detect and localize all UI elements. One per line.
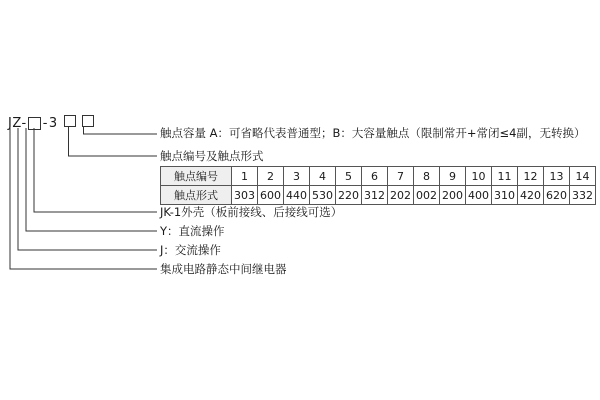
contact-form-cell: 440 — [284, 186, 310, 205]
contact-form-cell: 530 — [310, 186, 336, 205]
contact-number-cell: 9 — [440, 167, 466, 186]
contact-form-cell: 600 — [258, 186, 284, 205]
contact-form-cell: 620 — [544, 186, 570, 205]
contact-number-cell: 4 — [310, 167, 336, 186]
row-header-number: 触点编号 — [161, 167, 232, 186]
contact-number-cell: 14 — [570, 167, 596, 186]
contact-form-cell: 400 — [466, 186, 492, 205]
contact-number-cell: 10 — [466, 167, 492, 186]
contact-form-cell: 310 — [492, 186, 518, 205]
label-ac-operation: J：交流操作 — [160, 243, 221, 257]
table-row-numbers — [161, 167, 596, 186]
model-dash: - — [42, 116, 48, 131]
contact-number-cell: 12 — [518, 167, 544, 186]
label-dc-operation: Y：直流操作 — [160, 224, 225, 238]
model-series-number: 3 — [48, 116, 58, 131]
contact-table-wrapper — [160, 166, 596, 205]
label-product-name: 集成电路静态中间继电器 — [160, 262, 287, 276]
contact-number-cell: 6 — [362, 167, 388, 186]
contact-form-cell: 303 — [232, 186, 258, 205]
contact-number-cell: 8 — [414, 167, 440, 186]
contact-table — [160, 166, 596, 205]
label-contact-capacity: 触点容量 A：可省略代表普通型；B：大容量触点（限制常开+常闭≤4副，无转换） — [160, 126, 586, 140]
contact-number-cell: 1 — [232, 167, 258, 186]
table-row-forms — [161, 186, 596, 205]
model-prefix: JZ- — [8, 116, 27, 131]
contact-number-cell: 13 — [544, 167, 570, 186]
contact-form-cell: 332 — [570, 186, 596, 205]
label-contact-number-form: 触点编号及触点形式 — [160, 149, 264, 163]
contact-form-cell: 002 — [414, 186, 440, 205]
contact-number-cell: 7 — [388, 167, 414, 186]
contact-form-cell: 220 — [336, 186, 362, 205]
contact-form-cell: 420 — [518, 186, 544, 205]
contact-number-cell: 11 — [492, 167, 518, 186]
label-shell: JK-1外壳（板前接线、后接线可选） — [160, 205, 343, 219]
contact-number-cell: 2 — [258, 167, 284, 186]
contact-number-cell: 5 — [336, 167, 362, 186]
contact-form-cell: 202 — [388, 186, 414, 205]
contact-form-cell: 200 — [440, 186, 466, 205]
contact-form-cell: 312 — [362, 186, 388, 205]
row-header-form: 触点形式 — [161, 186, 232, 205]
contact-number-cell: 3 — [284, 167, 310, 186]
